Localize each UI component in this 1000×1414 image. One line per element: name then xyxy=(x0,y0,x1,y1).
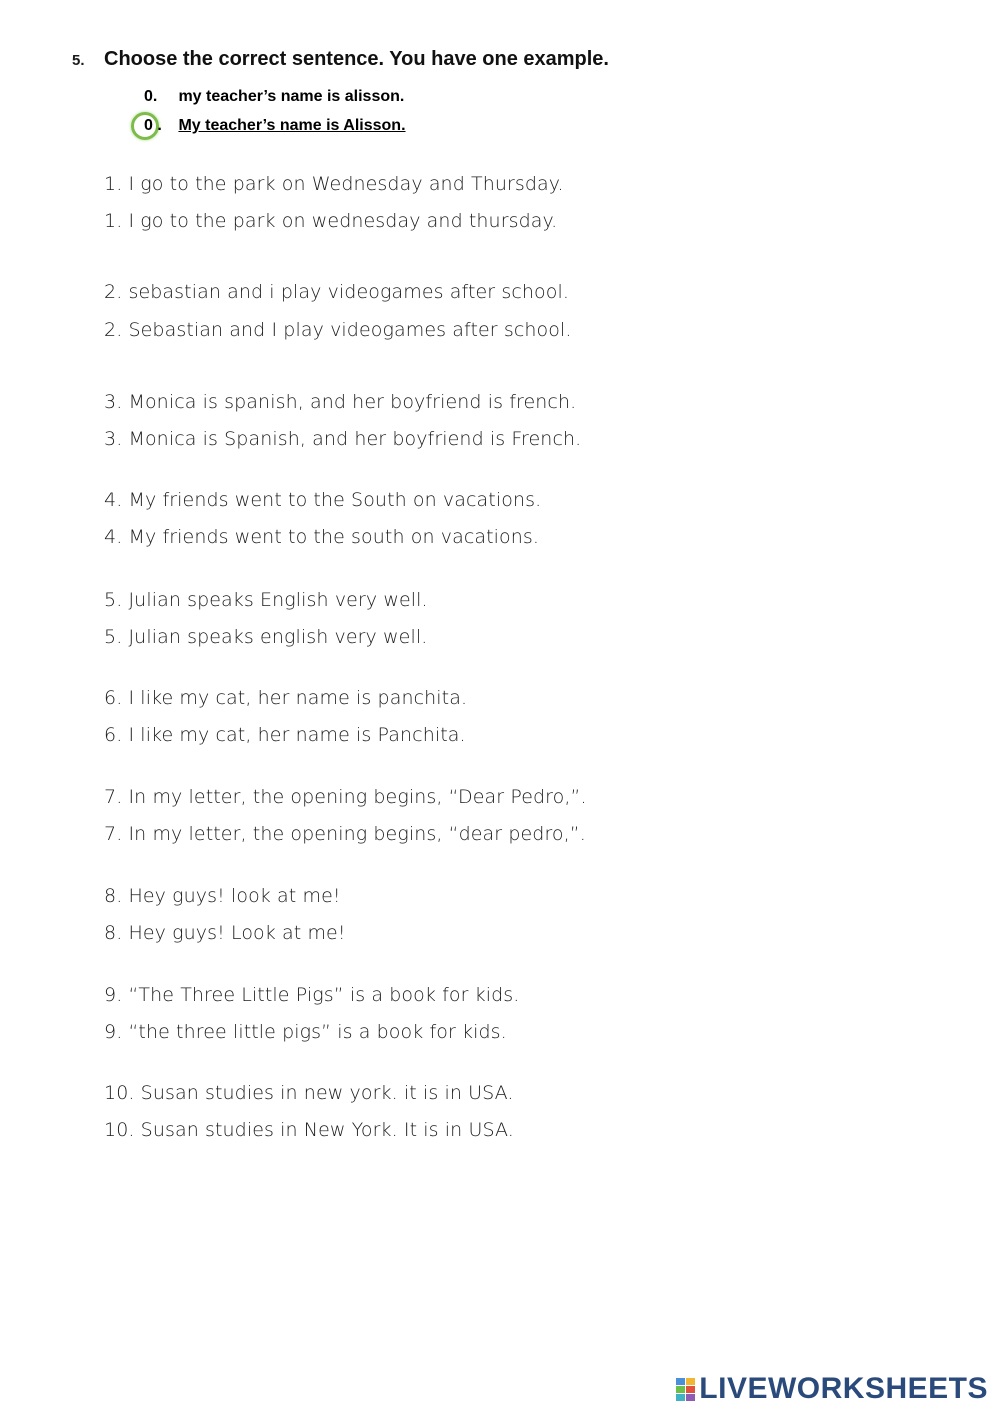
sentence-option-4a[interactable]: 4. My friends went to the South on vacations. xyxy=(104,489,542,511)
sentence-option-6b[interactable]: 6. I like my cat, her name is Panchita. xyxy=(104,724,466,746)
liveworksheets-logo-icon xyxy=(676,1378,695,1401)
example-option-a xyxy=(144,88,404,106)
example-number: 0. xyxy=(144,88,158,105)
sentence-option-10b[interactable]: 10. Susan studies in New York. It is in USA. xyxy=(104,1119,514,1141)
sentence-option-1a[interactable]: 1. I go to the park on Wednesday and Thursday. xyxy=(104,173,564,195)
liveworksheets-wordmark: LIVEWORKSHEETS xyxy=(699,1372,988,1405)
exercise-number: 5. xyxy=(72,52,85,69)
example-option-b xyxy=(144,117,406,135)
sentence-option-5b[interactable]: 5. Julian speaks english very well. xyxy=(104,626,428,648)
sentence-option-8a[interactable]: 8. Hey guys! look at me! xyxy=(104,885,341,907)
sentence-option-4b[interactable]: 4. My friends went to the south on vacations. xyxy=(104,526,540,548)
exercise-heading xyxy=(72,48,609,71)
sentence-option-7b[interactable]: 7. In my letter, the opening begins, “dear pedro,”. xyxy=(104,823,586,845)
sentence-option-2b[interactable]: 2. Sebastian and I play videogames after school. xyxy=(104,319,572,341)
sentence-option-6a[interactable]: 6. I like my cat, her name is panchita. xyxy=(104,687,468,709)
exercise-instructions: Choose the correct sentence. You have one example. xyxy=(104,48,609,70)
sentence-option-10a[interactable]: 10. Susan studies in new york. it is in USA. xyxy=(104,1082,514,1104)
liveworksheets-brand xyxy=(676,1372,988,1406)
sentence-option-3a[interactable]: 3. Monica is spanish, and her boyfriend is french. xyxy=(104,391,577,413)
sentence-option-5a[interactable]: 5. Julian speaks English very well. xyxy=(104,589,428,611)
example-text: my teacher’s name is alisson. xyxy=(178,88,405,105)
sentence-option-9b[interactable]: 9. “the three little pigs” is a book for kids. xyxy=(104,1021,507,1043)
sentence-option-2a[interactable]: 2. sebastian and i play videogames after school. xyxy=(104,281,570,303)
example-text-correct: My teacher’s name is Alisson. xyxy=(178,117,406,134)
example-number: 0 . xyxy=(144,117,162,134)
sentence-option-1b[interactable]: 1. I go to the park on wednesday and thursday. xyxy=(104,210,558,232)
sentence-option-7a[interactable]: 7. In my letter, the opening begins, “Dear Pedro,”. xyxy=(104,786,587,808)
sentence-option-9a[interactable]: 9. “The Three Little Pigs” is a book for kids. xyxy=(104,984,520,1006)
sentence-option-3b[interactable]: 3. Monica is Spanish, and her boyfriend is French. xyxy=(104,428,582,450)
sentence-option-8b[interactable]: 8. Hey guys! Look at me! xyxy=(104,922,346,944)
